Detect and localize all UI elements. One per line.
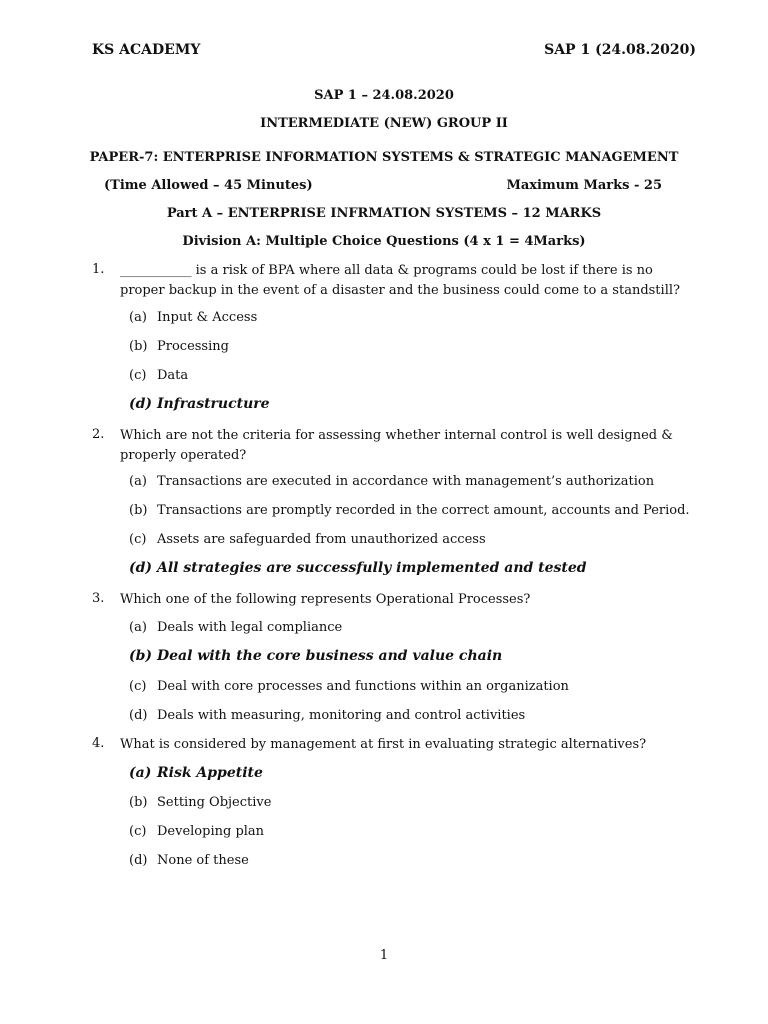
- title-date: SAP 1 – 24.08.2020: [314, 88, 454, 103]
- option-label: (d): [129, 396, 153, 412]
- option-label: (d): [129, 708, 148, 723]
- option-text: None of these: [157, 853, 249, 868]
- option-item: [129, 474, 654, 489]
- option-item: [129, 795, 271, 810]
- option-text: Developing plan: [157, 824, 265, 839]
- option-label: (b): [129, 648, 153, 664]
- option-text: Setting Objective: [157, 795, 272, 810]
- option-label: (c): [129, 824, 147, 839]
- time-allowed: (Time Allowed – 45 Minutes): [104, 178, 313, 193]
- header-right: SAP 1 (24.08.2020): [544, 42, 696, 58]
- option-item: [129, 853, 249, 868]
- question-text: properly operated?: [120, 448, 247, 463]
- option-label: (c): [129, 532, 147, 547]
- option-text: Transactions are executed in accordance with management’s authorization: [157, 474, 655, 489]
- option-text: Deals with legal compliance: [157, 620, 343, 635]
- maximum-marks: Maximum Marks - 25: [506, 178, 662, 193]
- option-label: (a): [129, 474, 147, 489]
- option-label: (b): [129, 795, 148, 810]
- option-text: Deals with measuring, monitoring and control activities: [157, 708, 526, 723]
- option-item: [129, 620, 342, 635]
- option-text: Data: [157, 368, 189, 383]
- option-label: (a): [129, 310, 147, 325]
- header-left: KS ACADEMY: [92, 42, 201, 58]
- option-label: (c): [129, 679, 147, 694]
- answer-option: [129, 648, 502, 664]
- option-item: [129, 679, 569, 694]
- answer-option: [129, 560, 587, 576]
- question-text: proper backup in the event of a disaster and the business could come to a standstill?: [120, 283, 680, 298]
- question-number: 2.: [92, 427, 105, 442]
- option-item: [129, 532, 486, 547]
- option-label: (d): [129, 853, 148, 868]
- answer-option: [129, 765, 263, 781]
- title-group: INTERMEDIATE (NEW) GROUP II: [260, 116, 508, 131]
- option-label: (a): [129, 620, 147, 635]
- division-heading: Division A: Multiple Choice Questions (4 x 1 = 4Marks): [182, 234, 586, 249]
- question-number: 3.: [92, 591, 105, 606]
- option-item: [129, 368, 188, 383]
- part-heading: Part A – ENTERPRISE INFRMATION SYSTEMS – 12 MARKS: [166, 206, 602, 221]
- question-number: 4.: [92, 736, 105, 751]
- option-label: (d): [129, 560, 153, 576]
- page-number: 1: [379, 948, 389, 963]
- option-text: Deal with core processes and functions within an organization: [157, 679, 569, 694]
- question-text: What is considered by management at first in evaluating strategic alternatives?: [120, 737, 647, 752]
- option-text: Transactions are promptly recorded in the correct amount, accounts and Period.: [157, 503, 690, 518]
- option-label: (c): [129, 368, 147, 383]
- option-text: Assets are safeguarded from unauthorized access: [157, 532, 486, 547]
- option-text: Deal with the core business and value chain: [157, 648, 503, 664]
- option-label: (b): [129, 503, 148, 518]
- option-item: [129, 708, 525, 723]
- option-item: [129, 339, 229, 354]
- answer-option: [129, 396, 270, 412]
- option-label: (a): [129, 765, 152, 781]
- title-paper: PAPER-7: ENTERPRISE INFORMATION SYSTEMS & STRATEGIC MANAGEMENT: [89, 150, 679, 165]
- option-text: Risk Appetite: [157, 765, 263, 781]
- option-text: Infrastructure: [157, 396, 270, 412]
- option-text: All strategies are successfully implemented and tested: [157, 560, 587, 576]
- question-text: ___________ is a risk of BPA where all data & programs could be lost if there is no: [120, 263, 653, 278]
- option-text: Input & Access: [157, 310, 258, 325]
- option-item: [129, 824, 264, 839]
- option-item: [129, 503, 690, 518]
- question-number: 1.: [92, 262, 105, 277]
- question-text: Which are not the criteria for assessing whether internal control is well designed &: [120, 428, 673, 443]
- option-text: Processing: [157, 339, 229, 354]
- option-item: [129, 310, 257, 325]
- question-text: Which one of the following represents Operational Processes?: [120, 592, 531, 607]
- option-label: (b): [129, 339, 148, 354]
